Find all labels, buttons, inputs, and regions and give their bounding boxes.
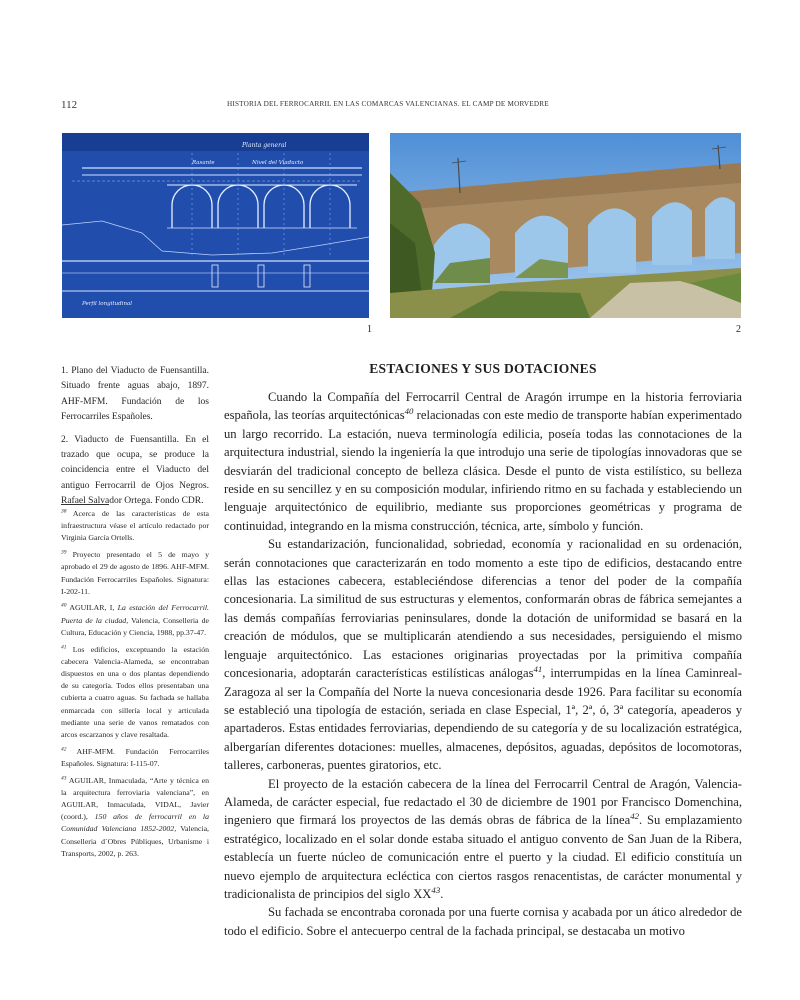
footnote-41 [61, 644, 209, 742]
paragraph-3-part-b: . Su emplazamiento estratégico, localizado en el solar donde estaba situado el antiguo convento de San Juan de la Ribera, establecía un fuerte núcleo de comunicación entre el puerto y la ciudad. El edificio constituía un nuevo ejemplo de arquitectura ecléctica con ciertos rasgos renacentistas, de carácter monumental y tradicionalista de principios del siglo XX [224, 813, 742, 901]
footnote-42-number: 42 [61, 746, 67, 753]
figure-captions [61, 364, 209, 517]
footnote-40-rest: Valencia, Conselleria de Cultura, Educación y Ciencia, 1988, pp.37-47. [61, 615, 209, 637]
paragraph-1-part-b: relacionadas con este medio de transporte habían experimentado un largo recorrido. La estación, nueva terminología edilicia, poseía todas las connotaciones de la arquitectura industrial, siendo la ingeniería la que introdujo una serie de tipologías innovadoras que se desviarán del tradicional concepto de belleza clásica. Desde el punto de vista estilístico, su belleza reside en su sencillez y en su composición modular, infiriendo ritmo en su fachada y estableciendo un lenguaje arquitectónico de equilibrio, mediante sus proporciones geométricas y programa de continuidad, integrando en la misma construcción, técnica, arte, símbolo y función. [224, 408, 742, 533]
viaduct-photo-image [390, 133, 741, 318]
viaduct-blueprint-image [62, 133, 369, 318]
paragraph-3-part-c: . [440, 886, 444, 901]
paragraph-4: Su fachada se encontraba coronada por una fuerte cornisa y acabada por un ático alrededor de todo el edificio. Sobre el antecuerpo central de la fachada principal, se destacaba un motivo [224, 905, 742, 938]
footnote-40-author: AGUILAR, I, [69, 603, 115, 613]
footnote-40-number: 40 [61, 602, 67, 609]
paragraph-2-part-b: , interrumpidas en la línea Caminreal-Zaragoza al ser la Compañía del Norte la nueva concesionaria desde 1926. Para facilitar su economía se estableció una tipología de estación, seriada en clase Especial, 1ª, 2ª, ó, 3ª categoría, apeaderos y apartaderos. Estas entidades ferroviarias, dependiendo de su categoría y de su localización estratégica, albergarían diferentes dotaciones: muelles, almacenes, depósitos, aguadas, depósitos de locomotoras, talleres, carboneras, puentes giratorios, etc. [224, 666, 742, 773]
footnote-38-text: Acerca de las características de esta infraestructura véase el artículo redactado por Virginia García Ortells. [61, 509, 209, 543]
footnote-43-number: 43 [61, 774, 67, 781]
paragraph-2 [224, 535, 742, 774]
blueprint-label-mid-right: Nivel del Viaducto [252, 160, 304, 166]
caption-figure-1: 1. Plano del Viaducto de Fuensantilla. Situado frente aguas abajo, 1897. AHF-MFM. Fundación de los Ferrocarriles Españoles. [61, 366, 209, 423]
footnote-43-rest: Valencia, Conselleria d´Obres Públiques, Urbanisme i Transports, 2002, p. 263. [61, 824, 210, 858]
paragraph-3 [224, 775, 742, 904]
footnote-separator [61, 504, 109, 505]
blueprint-label-mid-left: Rasante [192, 160, 215, 166]
footnote-ref-41[interactable]: 41 [533, 663, 543, 674]
footnote-43 [61, 775, 209, 860]
running-title: HISTORIA DEL FERROCARRIL EN LAS COMARCAS VALENCIANAS. EL CAMP DE MORVEDRE [227, 100, 549, 108]
footnote-40-title: La estación del Ferrocarril. Puerta de la ciudad, [61, 603, 210, 625]
blueprint-label-top: Planta general [242, 142, 287, 149]
paragraph-1-part-a: Cuando la Compañía del Ferrocarril Central de Aragón irrumpe en la historia ferroviaria española, las teorías arquitectónicas [224, 390, 742, 423]
paragraph-2-part-a: Su estandarización, funcionalidad, sobriedad, economía y racionalidad en su ordenación, serán connotaciones que caracterizarán en todo momento a este tipo de edificios, destacando entre ellas las estaciones cabecera, estableciéndose diferencias a tenor del poder de la compañía concesionaria. La similitud de sus estructuras y elementos, conformarán obras de fábrica semejantes a las demás compañías ferroviarias peninsulares, donde la dotación de uniformidad se basará en la creación de módulos, que se multiplicarán atendiendo a sus necesidades, persiguiendo el mismo lenguaje arquitectónico. Las estaciones originarias proyectadas por la primitiva compañía concesionaria, adoptarán características estilísticas análogas [224, 537, 742, 681]
footnote-41-number: 41 [61, 643, 67, 650]
paragraph-1 [224, 388, 742, 535]
footnote-43-title: 150 años de ferrocarril en la Comunidad Valenciana 1852-2002, [61, 812, 209, 834]
blueprint-label-low: Perfil longitudinal [82, 301, 133, 307]
footnote-38 [61, 508, 209, 545]
figure-1-number: 1 [367, 324, 372, 335]
viaduct-photo-drawing [390, 133, 741, 318]
footnote-39 [61, 549, 209, 598]
footnote-ref-42[interactable]: 42 [630, 811, 640, 822]
figure-2-number: 2 [736, 324, 741, 335]
footnote-38-number: 38 [61, 508, 67, 515]
footnote-41-text: Los edificios, exceptuando la estación cabecera Valencia-Alameda, se encontraban dispuestos en una o dos plantas dependiendo de su categoría. Todos ellos presentaban una cubierta a cuatro aguas. Su fachada se hallaba enmarcada con sillería local y articulada mediante una serie de vanos rematados con arcos escarzanos y clave resaltada. [61, 644, 209, 739]
footnote-42-text: AHF-MFM. Fundación Ferrocarriles Españoles. Signatura: I-115-07. [61, 746, 209, 768]
footnote-39-text: Proyecto presentado el 5 de mayo y aprobado el 29 de agosto de 1896. AHF-MFM. Fundación Ferrocarriles Españoles. Signatura: I-202-11. [61, 550, 209, 596]
footnote-39-number: 39 [61, 549, 67, 556]
section-heading: ESTACIONES Y SUS DOTACIONES [369, 361, 597, 376]
blueprint-drawing [62, 133, 369, 318]
caption-figure-2: 2. Viaducto de Fuensantilla. En el trazado que ocupa, se produce la coincidencia entre el Viaducto del antiguo Ferrocarril de Ojos Negros. Rafael Salvador Ortega. Fondo CDR. [61, 434, 209, 507]
paragraph-3-part-a: El proyecto de la estación cabecera de la línea del Ferrocarril Central de Aragón, Valencia-Alameda, de carácter especial, fue redactado el 30 de diciembre de 1901 por Francisco Domenchina, ingeniero que firmará los proyectos de las demás obras de fábrica de la línea [224, 776, 742, 828]
body-text [224, 388, 742, 940]
footnote-43-part1: AGUILAR, Inmaculada, “Arte y técnica en la arquitectura ferroviaria valenciana”, en AGUILAR, Inmaculada, VIDAL, Javier (coord.), [61, 775, 209, 822]
page-number: 112 [61, 99, 78, 111]
footnotes [61, 508, 209, 864]
footnote-ref-43[interactable]: 43 [431, 884, 441, 895]
footnote-42 [61, 746, 209, 770]
footnote-40 [61, 602, 209, 639]
footnote-ref-40[interactable]: 40 [404, 406, 414, 417]
